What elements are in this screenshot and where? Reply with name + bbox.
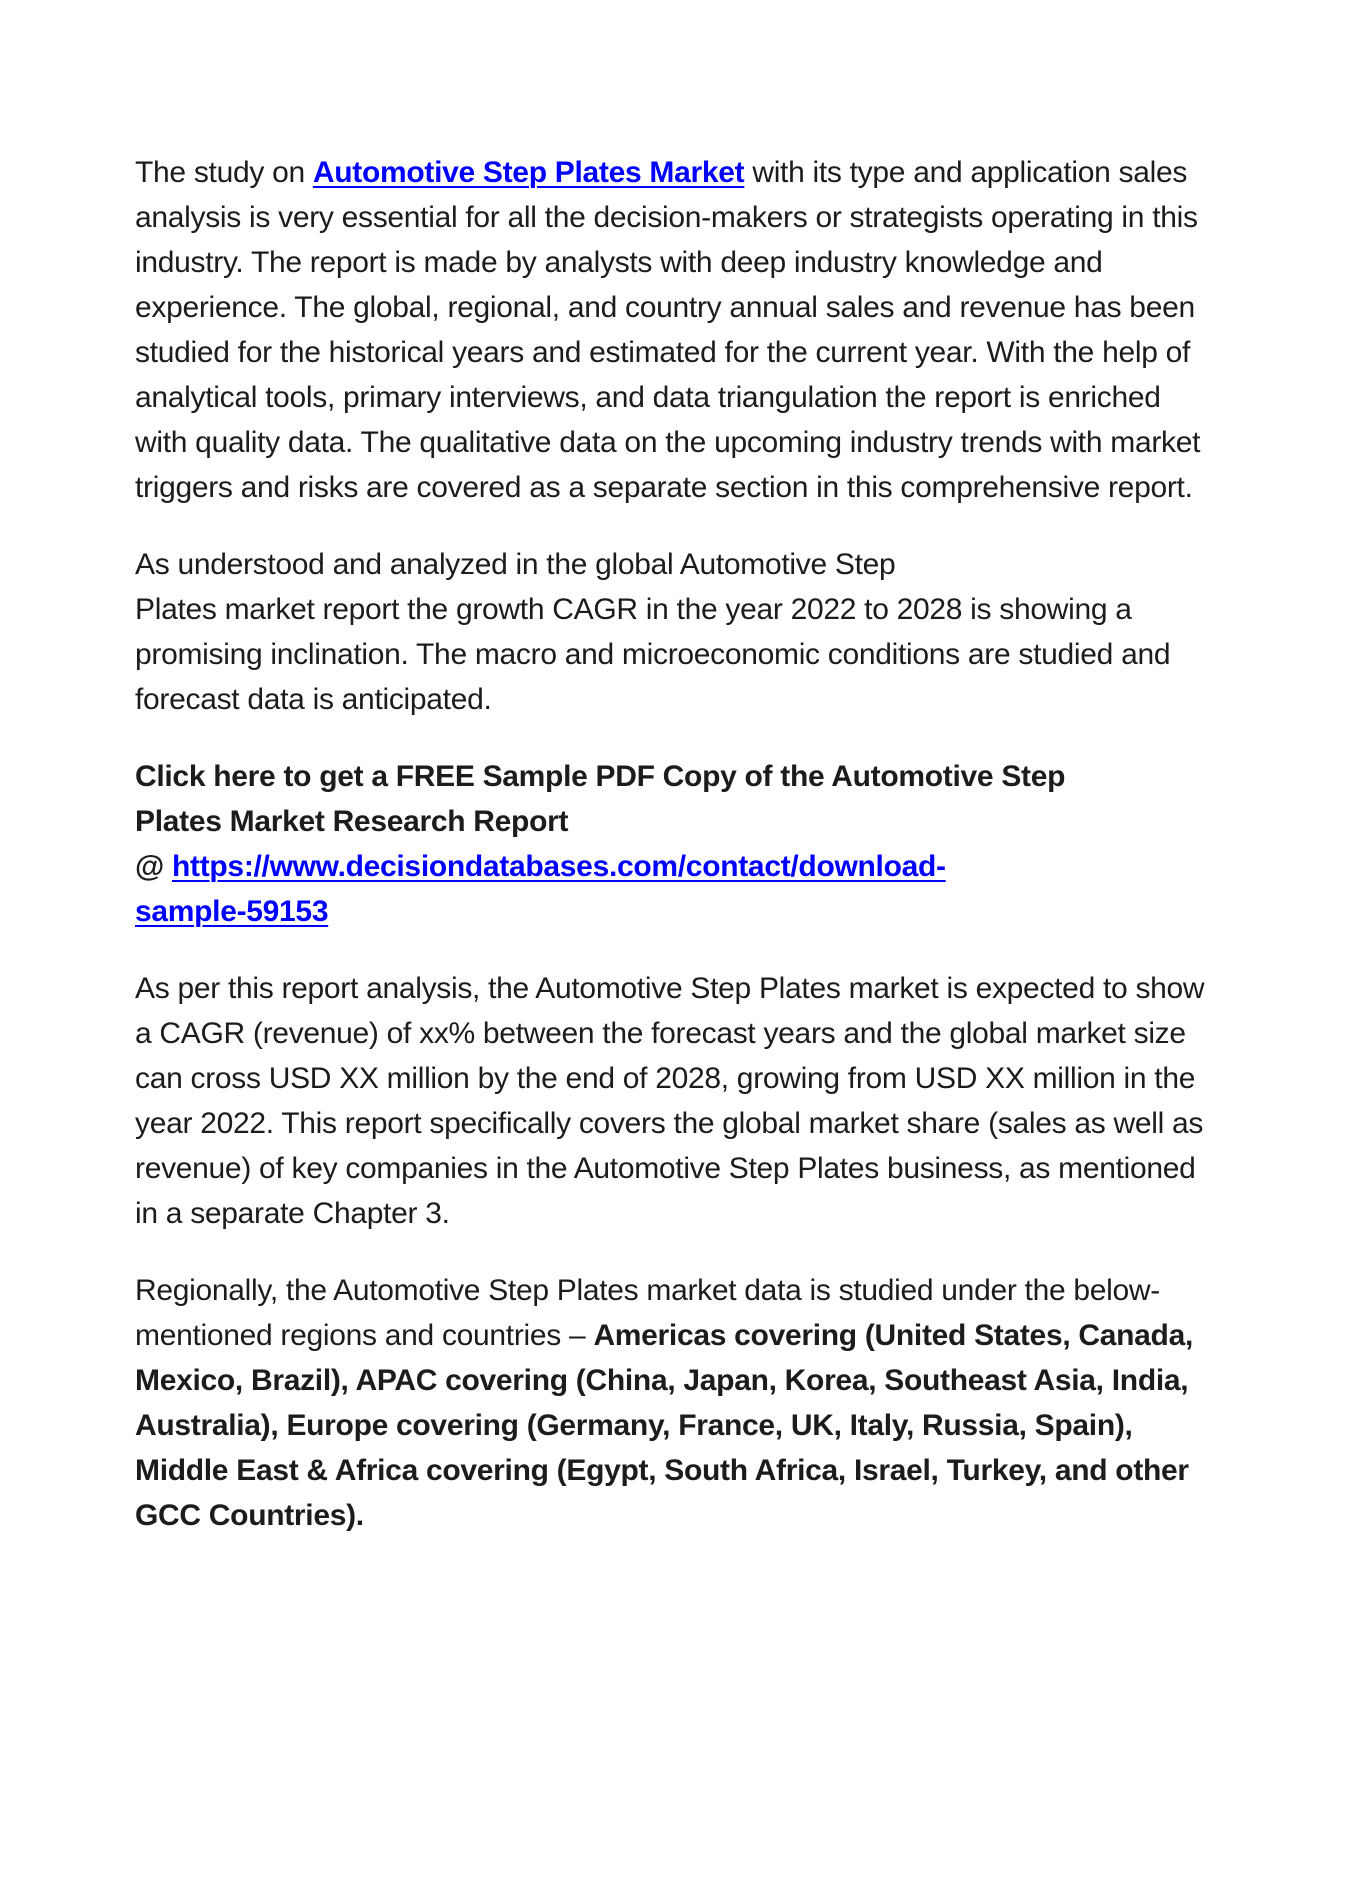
sample-download-link[interactable]: [135, 850, 946, 928]
intro-text-before-link: The study on: [135, 156, 313, 189]
cagr-overview-rest: Plates market report the growth CAGR in the year 2022 to 2028 is showing a promising inclination. The macro and microeconomic conditions are studied and forecast data is anticipated.: [135, 593, 1171, 716]
sample-cta-at-prefix: @: [135, 850, 172, 883]
document-content: [135, 150, 1219, 1570]
sample-download-link-line1: https://www.decisiondatabases.com/contact/download-: [172, 850, 946, 883]
paragraph-intro: [135, 150, 1219, 510]
regions-bold-list: Americas covering (United States, Canada, Mexico, Brazil), APAC covering (China, Japan, Korea, Southeast Asia, India, Australia), Europe covering (Germany, France, UK, Italy, Russia, Spain), Middle East & Africa covering (Egypt, South Africa, Israel, Turkey, and other GCC Countries).: [135, 1319, 1194, 1532]
paragraph-cagr-overview: [135, 542, 1219, 722]
intro-text-after-link: with its type and application sales analysis is very essential for all the decision-makers or strategists operating in this industry. The report is made by analysts with deep industry knowledge and experience. The global, regional, and country annual sales and revenue has been studied for the historical years and estimated for the current year. With the help of analytical tools, primary interviews, and data triangulation the report is enriched with quality data. The qualitative data on the upcoming industry trends with market triggers and risks are covered as a separate section in this comprehensive report.: [135, 156, 1201, 504]
sample-cta-line1: Click here to get a FREE Sample PDF Copy of the Automotive Step: [135, 760, 1066, 793]
sample-download-link-line2: sample-59153: [135, 895, 329, 928]
regions-intro-text: Regionally, the Automotive Step Plates market data is studied under the below-mentioned regions and countries –: [135, 1274, 1160, 1352]
paragraph-sample-cta: [135, 754, 1219, 934]
automotive-step-plates-market-link[interactable]: Automotive Step Plates Market: [312, 156, 745, 189]
paragraph-forecast: As per this report analysis, the Automotive Step Plates market is expected to show a CAGR (revenue) of xx% between the forecast years and the global market size can cross USD XX million by the end of 2028, growing from USD XX million in the year 2022. This report specifically covers the global market share (sales as well as revenue) of key companies in the Automotive Step Plates business, as mentioned in a separate Chapter 3.: [135, 972, 1205, 1230]
cagr-overview-line1: As understood and analyzed in the global Automotive Step: [135, 548, 896, 581]
paragraph-regions: [135, 1268, 1219, 1538]
sample-cta-line2: Plates Market Research Report: [135, 805, 569, 838]
